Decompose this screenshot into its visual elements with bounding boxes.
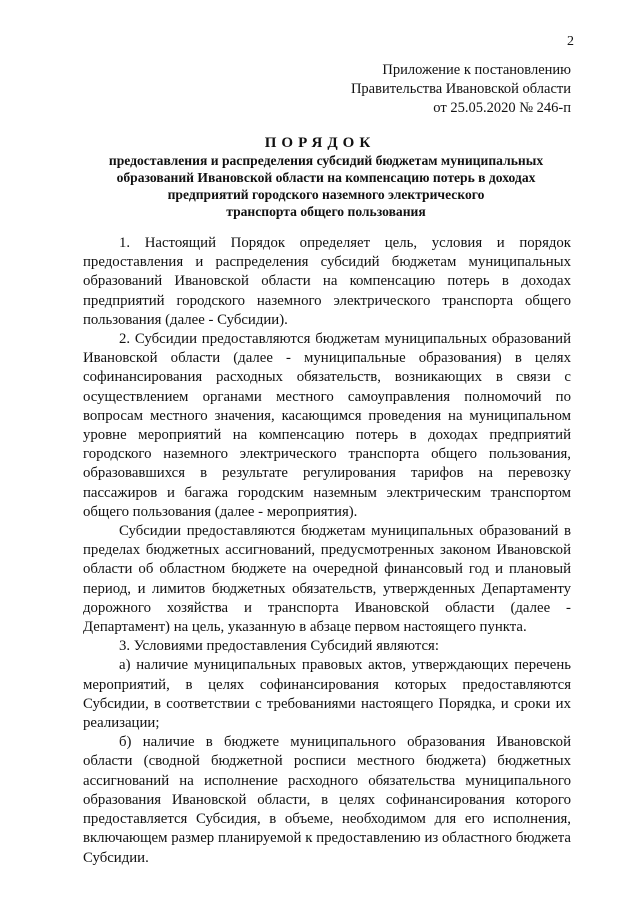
appendix-line: от 25.05.2020 № 246-п	[433, 100, 571, 116]
subtitle-line: транспорта общего пользования	[226, 204, 426, 219]
document-title: ПОРЯДОК	[264, 135, 376, 151]
appendix-line: Правительства Ивановской области	[350, 81, 571, 97]
paragraph-1: 1. Настоящий Порядок определяет цель, условия и порядок предоставления и распределения субсидий бюджетам муниципальных образований Ивановской области на компенсацию потерь в доходах предприятий городского наземного электрического транспорта общего пользования (далее - Субсидии).	[83, 235, 571, 328]
subtitle-line: образований Ивановской области на компенсацию потерь в доходах	[116, 170, 536, 185]
paragraph-3: 3. Условиями предоставления Субсидий являются:	[119, 638, 439, 655]
page-number: 2	[567, 34, 574, 49]
paragraph-2: 2. Субсидии предоставляются бюджетам муниципальных образований Ивановской области (далее - муниципальные образования) в целях софинансирования расходных обязательств, возникающих в связи с осуществлением органами местного самоуправления полномочий по вопросам местного значения, касающимся проведения на муниципальном уровне мероприятий на компенсацию потерь в доходах предприятий городского наземного электрического транспорта общего пользования, образовавшихся в результате регулирования тарифов на перевозку пассажиров и багажа городским наземным электрическим транспортом общего пользования (далее - мероприятия).	[83, 331, 571, 520]
document-subtitle	[76, 152, 576, 220]
appendix-note	[271, 61, 571, 118]
document-body	[83, 234, 571, 868]
subtitle-line: предприятий городского наземного электрического	[167, 187, 485, 202]
paragraph-3-b: б) наличие в бюджете муниципального образования Ивановской области (сводной бюджетной росписи местного бюджета) бюджетных ассигнований на исполнение расходного обязательства муниципального образования Ивановской области, в целях софинансирования которого предоставляется Субсидия, в объеме, необходимом для его исполнения, включающем размер планируемой к предоставлению из областного бюджета Субсидии.	[83, 734, 571, 866]
paragraph-2-continued: Субсидии предоставляются бюджетам муниципальных образований в пределах бюджетных ассигнований, предусмотренных законом Ивановской области об областном бюджете на очередной финансовый год и плановый период, и лимитов бюджетных обязательств, утвержденных Департаменту дорожного хозяйства и транспорта Ивановской области (далее - Департамент) на цель, указанную в абзаце первом настоящего пункта.	[83, 523, 571, 636]
appendix-line: Приложение к постановлению	[382, 62, 571, 78]
subtitle-line: предоставления и распределения субсидий бюджетам муниципальных	[108, 153, 544, 168]
paragraph-3-a: а) наличие муниципальных правовых актов, утверждающих перечень мероприятий, в целях софинансирования которых предоставляются Субсидии, в соответствии с требованиями настоящего Порядка, и сроки их реализации;	[83, 657, 571, 732]
